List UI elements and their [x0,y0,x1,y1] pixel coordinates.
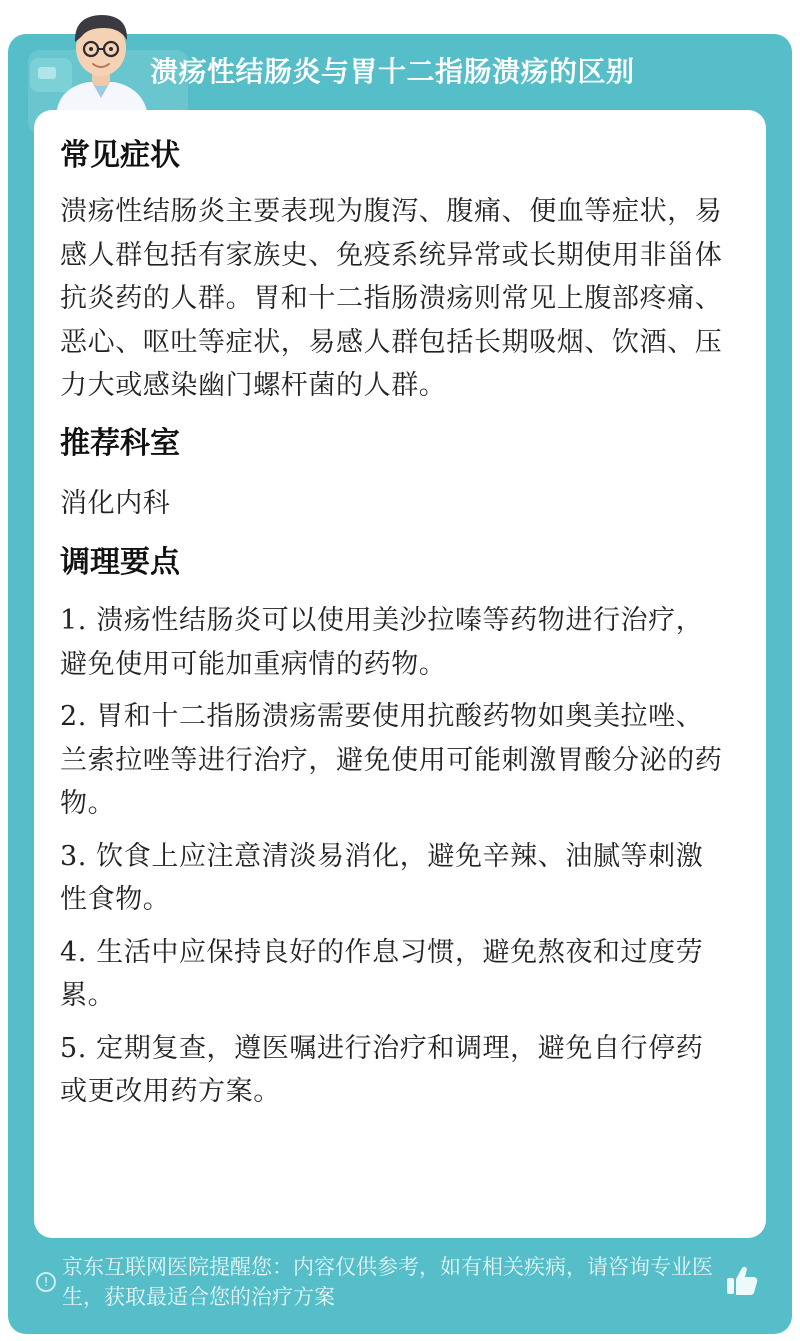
care-item-2 [60,695,730,826]
care-item-number: 1. [60,605,87,636]
content-body [60,134,730,1123]
footer-disclaimer: 京东互联网医院提醒您：内容仅供参考，如有相关疾病，请咨询专业医生，获取最适合您的治疗方案 [62,1255,713,1309]
thumbs-up-icon[interactable] [722,1260,762,1300]
care-item-text: 溃疡性结肠炎可以使用美沙拉嗪等药物进行治疗，避免使用可能加重病情的药物。 [60,605,704,680]
care-item-number: 5. [60,1032,87,1064]
department-text: 消化内科 [60,487,171,519]
care-heading: 调理要点 [60,545,180,580]
care-item-text: 定期复查，遵医嘱进行治疗和调理，避免自行停药或更改用药方案。 [60,1032,704,1107]
care-item-text: 胃和十二指肠溃疡需要使用抗酸药物如奥美拉唑、兰索拉唑等进行治疗，避免使用可能刺激胃酸分泌的药物。 [60,701,723,819]
care-item-1 [60,599,730,686]
care-item-3 [60,835,730,922]
care-item-number: 4. [60,936,87,968]
care-item-number: 2. [60,701,87,732]
care-list [60,599,730,1114]
care-item-number: 3. [60,840,87,872]
doctor-avatar [48,6,154,116]
care-item-text: 饮食上应注意清淡易消化，避免辛辣、油腻等刺激性食物。 [60,840,704,915]
symptoms-heading: 常见症状 [60,138,180,173]
department-heading: 推荐科室 [60,425,180,461]
content-card [34,110,766,1238]
symptoms-text: 溃疡性结肠炎主要表现为腹泻、腹痛、便血等症状，易感人群包括有家族史、免疫系统异常或长期使用非甾体抗炎药的人群。胃和十二指肠溃疡则常见上腹部疼痛、恶心、呕吐等症状，易感人群包括长期吸烟、饮酒、压力大或感染幽门螺杆菌的人群。 [60,196,723,401]
care-item-text: 生活中应保持良好的作息习惯，避免熬夜和过度劳累。 [60,936,704,1011]
page-title: 溃疡性结肠炎与胃十二指肠溃疡的区别 [150,55,635,88]
care-item-5 [60,1027,730,1114]
info-icon: ! [36,1272,56,1292]
care-item-4 [60,931,730,1018]
